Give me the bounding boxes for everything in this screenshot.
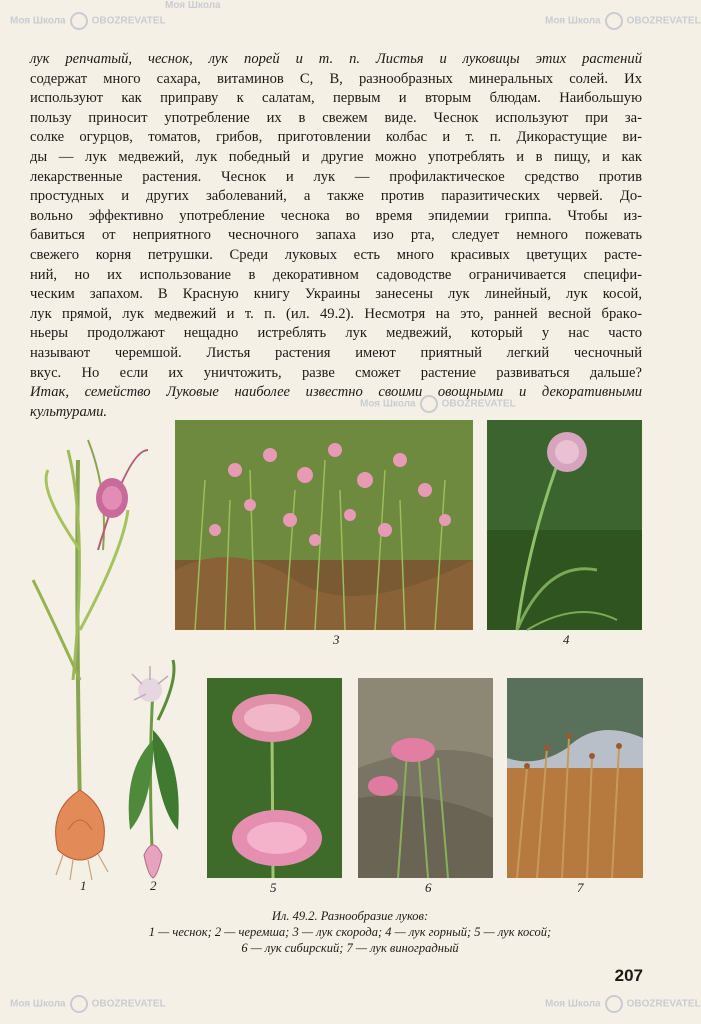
watermark-logo-icon bbox=[70, 12, 88, 30]
figure-label-1: 1 bbox=[80, 878, 87, 893]
text-line-11: свежего корня петрушки. Среди луковых есть много красивых цветущих расте- bbox=[30, 246, 642, 263]
text-line-1: лук репчатый, чеснок, лук порей и т. п. Листья и луковицы этих растений bbox=[30, 51, 642, 67]
text-line-6: ды — лук медвежий, лук победный и другие можно употреблять и в пищу, и как bbox=[30, 148, 642, 165]
figure-label-5: 5 bbox=[270, 880, 277, 895]
photo-grape-onion bbox=[507, 678, 643, 878]
text-line-8: простудных и других заболеваний, а также против паразитических червей. До- bbox=[30, 188, 642, 205]
body-paragraph bbox=[30, 50, 642, 422]
watermark-6: Моя Школа OBOZREVATEL bbox=[545, 995, 701, 1013]
text-line-7: лекарственные растения. Чеснок и лук — профилактическое средство против bbox=[30, 168, 642, 185]
photo-siberian-onion bbox=[358, 678, 493, 878]
text-line-19: культурами. bbox=[30, 403, 108, 420]
photo-nodding-onion bbox=[207, 678, 342, 878]
text-line-14: лук прямой, лук медвежий и т. п. (ил. 49.2). Несмотря на это, ранней весной бракo- bbox=[30, 305, 642, 322]
caption-title: Ил. 49.2. Разнообразие луков: bbox=[271, 909, 429, 923]
text-line-3: используют как приправу к салатам, первым и вторым блюдам. Наибольшую bbox=[30, 90, 642, 107]
text-line-5: солке огурцов, томатов, грибов, приготовлении колбас и т. п. Дикорастущие ви- bbox=[30, 129, 642, 146]
figure-label-6: 6 bbox=[425, 880, 432, 895]
text-line-2: содержат много сахара, витаминов С, В, разнообразных минеральных солей. Их bbox=[30, 70, 642, 87]
figure-label-3: 3 bbox=[333, 632, 340, 647]
text-line-4: пользу приносит употребление их в свежем виде. Чеснок используют при за- bbox=[30, 109, 642, 126]
page-number: 207 bbox=[614, 966, 643, 985]
photo-allium-meadow bbox=[175, 420, 473, 630]
watermark-1: Моя Школа OBOZREVATEL bbox=[10, 12, 166, 30]
text-line-13: ческим запахом. В Красную книгу Украины занесены лук линейный, лук косой, bbox=[30, 286, 642, 303]
figure-label-2: 2 bbox=[150, 878, 157, 893]
text-line-15: ньеры продолжают нещадно истреблять лук медвежий, который у нас часто bbox=[30, 325, 642, 342]
text-line-10: бавиться от неприятного чесночного запаха изо рта, следует немного пожевать bbox=[30, 227, 642, 244]
watermark-3: Моя Школа OBOZREVATEL bbox=[545, 12, 701, 30]
watermark-logo-icon bbox=[605, 995, 623, 1013]
watermark-5: Моя Школа OBOZREVATEL bbox=[10, 995, 166, 1013]
watermark-logo-icon bbox=[70, 995, 88, 1013]
text-line-18: Итак, семейство Луковые наиболее известно своими овощными и декоративными bbox=[30, 384, 642, 401]
watermark-4: Моя Школа OBOZREVATEL bbox=[360, 395, 516, 413]
watermark-2: Моя Школа bbox=[165, 0, 221, 11]
text-line-17: вкус. Но если их уничтожить, разве сможет растение развиваться дальше? bbox=[30, 364, 642, 381]
ramsons-illustration bbox=[118, 650, 188, 890]
text-line-16: называют черемшой. Листья растения имеют приятный легкий чесночный bbox=[30, 344, 642, 361]
photo-mountain-onion bbox=[487, 420, 642, 630]
figure-label-7: 7 bbox=[577, 880, 584, 895]
caption-legend-2: 6 — лук сибирский; 7 — лук виноградный bbox=[241, 941, 459, 955]
text-line-12: ний, но их использование в декоративном садоводстве ограничивается специфи- bbox=[30, 266, 642, 283]
watermark-logo-icon bbox=[605, 12, 623, 30]
text-line-9: вольно эффективно употребление чеснока во время эпидемии гриппа. Чтобы из- bbox=[30, 207, 642, 224]
figure-label-4: 4 bbox=[563, 632, 570, 647]
caption-legend-1: 1 — чеснок; 2 — черемша; 3 — лук скорода; 4 — лук горный; 5 — лук косой; bbox=[148, 925, 552, 939]
figure-caption bbox=[60, 908, 640, 956]
